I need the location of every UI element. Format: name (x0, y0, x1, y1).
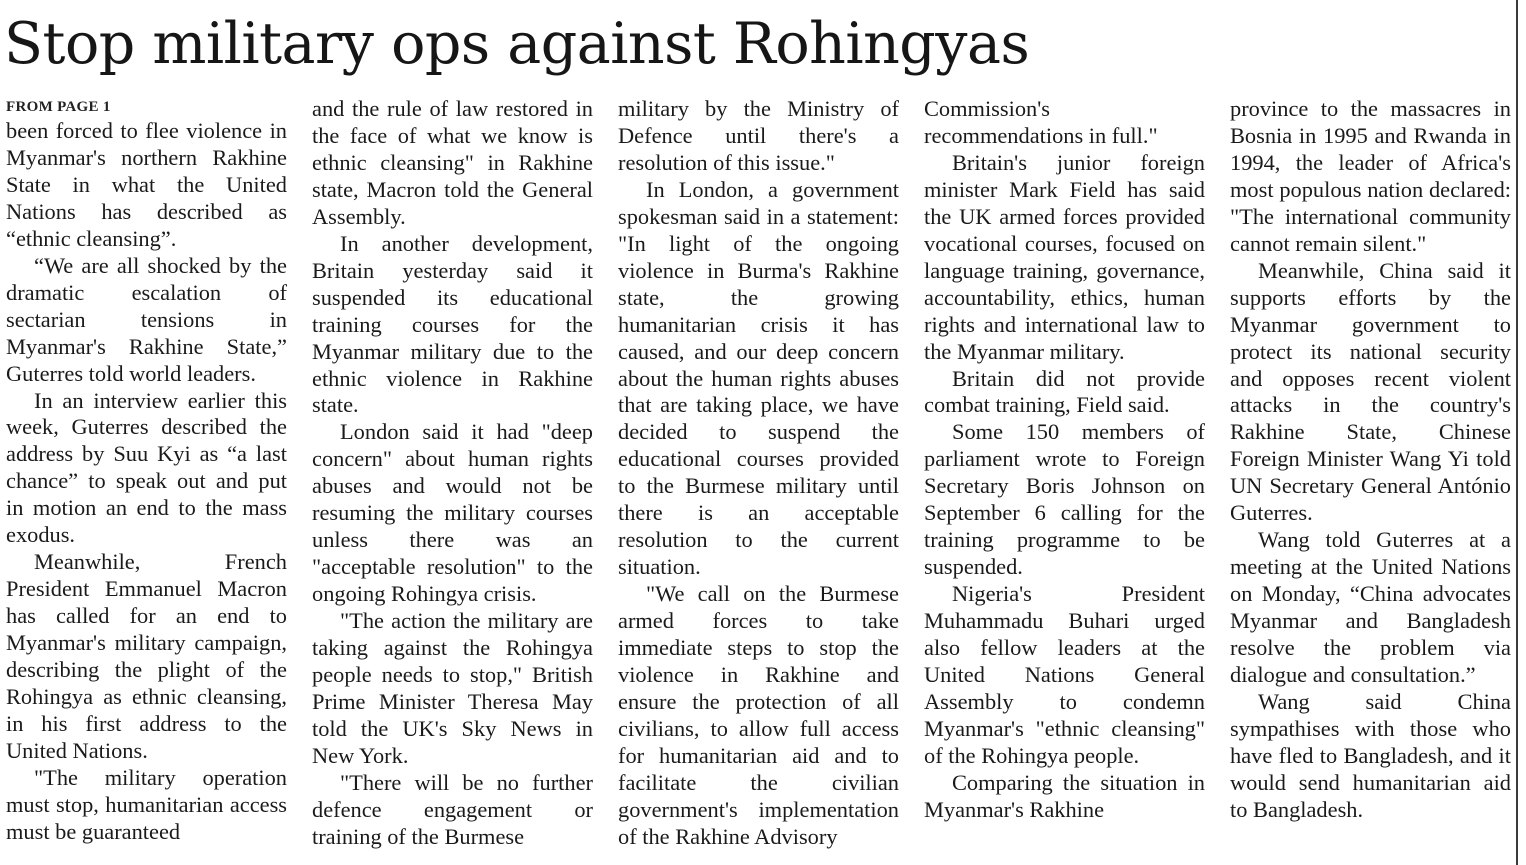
paragraph: Some 150 members of parliament wrote to Foreign Secretary Boris Johnson on September 6 calling for the training programme to be suspended. (924, 419, 1205, 580)
article-headline: Stop military ops against Rohingyas (4, 11, 1030, 77)
paragraph: and the rule of law restored in the face of what we know is ethnic cleansing" in Rakhine state, Macron told the General Assembly. (312, 96, 593, 229)
paragraph: "The action the military are taking against the Rohingya people needs to stop," British Prime Minister Theresa May told the UK's Sky News in New York. (312, 608, 593, 768)
article-column-1 (6, 96, 287, 856)
paragraph: In another development, Britain yesterday said it suspended its educational training courses for the Myanmar military due to the ethnic violence in Rakhine state. (312, 230, 593, 418)
paragraph: In London, a government spokesman said in a statement: "In light of the ongoing violence in Burma's Rakhine state, the growing humanitarian crisis it has caused, and our deep concern about the human rights abuses that are taking place, we have decided to suspend the educational courses provided to the Burmese military until there is an acceptable resolution to the current situation. (618, 176, 899, 580)
paragraph: Britain did not provide combat training, Field said. (924, 365, 1205, 418)
paragraph: In an interview earlier this week, Guterres described the address by Suu Kyi as “a last chance” to speak out and put in motion an end to the mass exodus. (6, 387, 287, 548)
from-page-kicker: FROM PAGE 1 (6, 99, 111, 115)
paragraph: Meanwhile, French President Emmanuel Macron has called for an end to Myanmar's military campaign, describing the plight of the Rohingya as ethnic cleansing, in his first address to the United Nations. (6, 549, 287, 763)
paragraph: “We are all shocked by the dramatic escalation of sectarian tensions in Myanmar's Rakhine State,” Guterres told world leaders. (6, 252, 287, 386)
paragraph: Nigeria's President Muhammadu Buhari urged also fellow leaders at the United Nations General Assembly to condemn Myanmar's "ethnic cleansing" of the Rohingya people. (924, 581, 1205, 768)
paragraph: "The military operation must stop, humanitarian access must be guaranteed (6, 764, 287, 844)
paragraph: province to the massacres in Bosnia in 1995 and Rwanda in 1994, the leader of Africa's most populous nation declared: "The international community cannot remain silent." (1230, 96, 1511, 256)
paragraph: Commission's recommendations in full." (924, 96, 1158, 148)
column-rule (1516, 0, 1518, 865)
paragraph: "There will be no further defence engagement or training of the Burmese (312, 769, 593, 849)
article-column-3 (618, 96, 899, 856)
paragraph: "We call on the Burmese armed forces to take immediate steps to stop the violence in Rakhine and ensure the protection of all civilians, to allow full access for humanitarian aid and to facilitate the civilian government's implementation of the Rakhine Advisory (618, 581, 899, 849)
article-column-2 (312, 96, 593, 856)
paragraph: military by the Ministry of Defence until there's a resolution of this issue." (618, 96, 899, 175)
paragraph: Wang said China sympathises with those who have fled to Bangladesh, and it would send humanitarian aid to Bangladesh. (1230, 688, 1511, 822)
paragraph: Britain's junior foreign minister Mark Field has said the UK armed forces provided vocational courses, focused on language training, governance, accountability, ethics, human rights and international law to the Myanmar military. (924, 149, 1205, 364)
paragraph: been forced to flee violence in Myanmar's northern Rakhine State in what the United Nations has described as “ethnic cleansing”. (6, 118, 287, 251)
article-column-4 (924, 96, 1205, 856)
paragraph: Wang told Guterres at a meeting at the United Nations on Monday, “China advocates Myanmar and Bangladesh resolve the problem via dialogue and consultation.” (1230, 527, 1511, 688)
paragraph: Comparing the situation in Myanmar's Rakhine (924, 769, 1205, 822)
paragraph: Meanwhile, China said it supports efforts by the Myanmar government to protect its national security and opposes recent violent attacks in the country's Rakhine State, Chinese Foreign Minister Wang Yi told UN Secretary General António Guterres. (1230, 257, 1511, 526)
paragraph: London said it had "deep concern" about human rights abuses and would not be resuming the military courses unless there was an "acceptable resolution" to the ongoing Rohingya crisis. (312, 419, 593, 607)
article-column-5 (1230, 96, 1511, 856)
